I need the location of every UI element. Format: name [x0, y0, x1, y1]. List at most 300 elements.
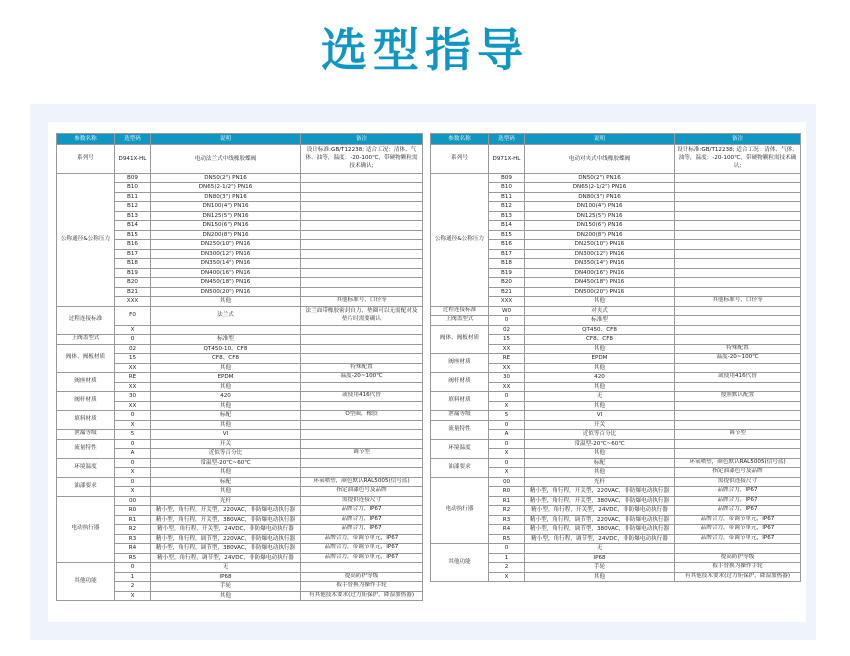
remark-cell [675, 382, 801, 392]
code-cell: B09 [489, 173, 525, 183]
code-cell: D941X-HL [115, 145, 151, 174]
code-cell: 0 [489, 420, 525, 430]
remark-cell [301, 344, 423, 354]
code-cell: 30 [115, 392, 151, 402]
remark-cell: 品牌合力，带调节单元，IP67 [675, 534, 801, 544]
description-cell: 法兰式 [151, 306, 301, 325]
description-cell: QT450、CF8 [525, 325, 675, 335]
description-cell: 精小型，角行程，开关型，220VAC，非防爆电动执行器 [151, 506, 301, 516]
description-cell: 精小型，角行程，调节型，220VAC，非防爆电动执行器 [525, 515, 675, 525]
remark-cell: 指定油漆色号及品牌 [301, 487, 423, 497]
remark-cell: 其他标准号，口径等 [301, 297, 423, 307]
description-cell: 其他 [525, 297, 675, 307]
remark-cell: 扳手替换为操作手轮 [301, 582, 423, 592]
remark-cell [301, 278, 423, 288]
description-cell: DN300(12") PN16 [525, 249, 675, 259]
remark-cell [675, 183, 801, 193]
remark-cell: 特殊配置 [301, 363, 423, 373]
remark-cell: 法兰面带橡胶密封自力，垫圈可以无需配对及垫片时需要确认 [301, 306, 423, 325]
description-cell: 常温型-20℃~60℃ [525, 439, 675, 449]
remark-cell [301, 192, 423, 202]
code-cell: XXX [489, 297, 525, 307]
code-cell: B10 [489, 183, 525, 193]
remark-cell [301, 382, 423, 392]
table-row [431, 420, 801, 430]
description-cell: DN250(10") PN16 [525, 240, 675, 250]
code-cell: RE [115, 373, 151, 383]
param-name-cell: 上阀盖型式 [431, 316, 489, 326]
code-cell: XX [115, 401, 151, 411]
description-cell: 其他 [525, 401, 675, 411]
table-row [431, 439, 801, 449]
table-row [431, 145, 801, 174]
description-cell: 精小型，角行程，调节型，380VAC，非防爆电动执行器 [525, 525, 675, 535]
code-cell: B19 [115, 268, 151, 278]
remark-cell: 品牌合力，IP67 [301, 515, 423, 525]
remark-cell: 扳手替换为操作手轮 [675, 563, 801, 573]
description-cell: DN500(20") PN16 [525, 287, 675, 297]
code-cell: B12 [489, 202, 525, 212]
remark-cell [301, 401, 423, 411]
spec-table-left [56, 133, 423, 601]
description-cell: 其他 [151, 401, 301, 411]
remark-cell [301, 240, 423, 250]
column-header: 选型码 [489, 134, 525, 145]
remark-cell [675, 449, 801, 459]
remark-cell: 品牌合力，带调节单元，IP67 [675, 515, 801, 525]
description-cell: 其他 [151, 420, 301, 430]
code-cell: 30 [489, 373, 525, 383]
code-cell: XX [489, 363, 525, 373]
remark-cell [675, 230, 801, 240]
table-row [57, 173, 423, 183]
description-cell: EPDM [525, 354, 675, 364]
description-cell: IP68 [525, 553, 675, 563]
description-cell: CF8、CF8 [151, 354, 301, 364]
param-name-cell: 上阀盖型式 [57, 335, 115, 345]
code-cell: R5 [115, 553, 151, 563]
code-cell: 2 [115, 582, 151, 592]
code-cell: B15 [489, 230, 525, 240]
remark-cell: 调节型 [675, 430, 801, 440]
code-cell: B18 [115, 259, 151, 269]
code-cell: R0 [115, 506, 151, 516]
code-cell: R3 [115, 534, 151, 544]
remark-cell [675, 259, 801, 269]
remark-cell [675, 420, 801, 430]
description-cell: DN150(6") PN16 [151, 221, 301, 231]
param-name-cell: 泄漏等级 [431, 411, 489, 421]
code-cell: B16 [489, 240, 525, 250]
code-cell: B19 [489, 268, 525, 278]
description-cell: DN400(16") PN16 [151, 268, 301, 278]
code-cell: B20 [489, 278, 525, 288]
remark-cell: 品牌合力，IP67 [675, 506, 801, 516]
remark-cell: 品牌合力，IP67 [675, 487, 801, 497]
table-row [57, 430, 423, 440]
remark-cell: 品牌合力，IP67 [301, 506, 423, 516]
table-row [57, 344, 423, 354]
description-cell: 精小型，角行程，调节型，220VAC，非防爆电动执行器 [151, 534, 301, 544]
spec-table-right [430, 133, 801, 582]
remark-cell: 特殊配置 [675, 344, 801, 354]
code-cell: B16 [115, 240, 151, 250]
description-cell: 精小型，角行程，开关型，380VAC，非防爆电动执行器 [151, 515, 301, 525]
code-cell: R4 [489, 525, 525, 535]
remark-cell: 需提供连接尺寸 [675, 477, 801, 487]
description-cell: 其他 [151, 487, 301, 497]
remark-cell [301, 183, 423, 193]
param-name-cell: 阀体、阀板材质 [431, 325, 489, 354]
table-row [57, 392, 423, 402]
description-cell: IP68 [151, 572, 301, 582]
remark-cell [675, 325, 801, 335]
description-cell: DN350(14") PN16 [151, 259, 301, 269]
param-name-cell: 填料材质 [57, 411, 115, 430]
table-row [431, 411, 801, 421]
remark-cell [301, 211, 423, 221]
param-name-cell: 环境温度 [57, 458, 115, 477]
remark-cell [675, 249, 801, 259]
description-cell: VI [151, 430, 301, 440]
code-cell: X [115, 487, 151, 497]
remark-cell [675, 544, 801, 554]
column-header: 说明 [151, 134, 301, 145]
code-cell: R4 [115, 544, 151, 554]
description-cell: 其他 [525, 572, 675, 582]
remark-cell: 品牌合力，IP67 [301, 525, 423, 535]
code-cell: RE [489, 354, 525, 364]
description-cell: 420 [151, 392, 301, 402]
description-cell: 其他 [151, 468, 301, 478]
code-cell: X [489, 401, 525, 411]
table-row [57, 335, 423, 345]
param-name-cell: 阀杆材质 [431, 373, 489, 392]
param-name-cell: 环境温度 [431, 439, 489, 458]
code-cell: R1 [115, 515, 151, 525]
table-row [57, 145, 423, 174]
code-cell: XX [489, 344, 525, 354]
description-cell: 其他 [525, 363, 675, 373]
param-name-cell: 阀座材质 [57, 373, 115, 392]
remark-cell: 指定油漆色号及品牌 [675, 468, 801, 478]
description-cell: DN400(16") PN16 [525, 268, 675, 278]
remark-cell [301, 458, 423, 468]
code-cell: R1 [489, 496, 525, 506]
table-row [57, 477, 423, 487]
description-cell: QT450-10、CF8 [151, 344, 301, 354]
description-cell: DN125(5") PN16 [525, 211, 675, 221]
column-header: 备注 [301, 134, 423, 145]
code-cell: 0 [115, 411, 151, 421]
description-cell: DN80(3") PN16 [151, 192, 301, 202]
column-header: 参数名称 [57, 134, 115, 145]
table-row [431, 392, 801, 402]
description-cell: DN50(2") PN16 [151, 173, 301, 183]
remark-cell: 温度-20~100℃ [301, 373, 423, 383]
code-cell: 00 [115, 496, 151, 506]
code-cell: B10 [115, 183, 151, 193]
remark-cell [301, 563, 423, 573]
remark-cell: 需提供连接尺寸 [301, 496, 423, 506]
remark-cell: 提高防护等级 [675, 553, 801, 563]
description-cell: DN450(18") PN16 [525, 278, 675, 288]
description-cell: 其他 [525, 449, 675, 459]
description-cell: 电动法兰式中线橡胶蝶阀 [151, 145, 301, 174]
description-cell: 420 [525, 373, 675, 383]
remark-cell: O型圈，橡胶 [301, 411, 423, 421]
code-cell: X [115, 325, 151, 335]
code-cell: 5 [115, 430, 151, 440]
description-cell: 无 [525, 544, 675, 554]
description-cell: DN200(8") PN16 [525, 230, 675, 240]
remark-cell [675, 439, 801, 449]
remark-cell: 调节型 [301, 449, 423, 459]
code-cell: B13 [489, 211, 525, 221]
remark-cell [675, 240, 801, 250]
remark-cell [675, 363, 801, 373]
param-name-cell: 过程连接标准 [57, 306, 115, 335]
remark-cell [675, 411, 801, 421]
remark-cell: 或使用416代替 [301, 392, 423, 402]
remark-cell: 有其他技术要求(过力矩保护，降湿加热器) [675, 572, 801, 582]
remark-cell [301, 468, 423, 478]
description-cell: 精小型，角行程，开关型，220VAC，非防爆电动执行器 [525, 487, 675, 497]
table-row [431, 354, 801, 364]
description-cell: 光杆 [151, 496, 301, 506]
code-cell: D971X-HL [489, 145, 525, 174]
table-row [57, 306, 423, 325]
code-cell: B17 [115, 249, 151, 259]
description-cell: 常温型-20℃~60℃ [151, 458, 301, 468]
param-name-cell: 流量特性 [431, 420, 489, 439]
table-row [431, 458, 801, 468]
header-row [57, 134, 423, 145]
code-cell: XXX [115, 297, 151, 307]
description-cell: 手轮 [525, 563, 675, 573]
param-name-cell: 系列号 [431, 145, 489, 174]
description-cell: 标准型 [151, 335, 301, 345]
code-cell: 15 [115, 354, 151, 364]
code-cell: 0 [115, 335, 151, 345]
remark-cell: 品牌合力，IP67 [675, 496, 801, 506]
code-cell: 0 [115, 439, 151, 449]
table-row [431, 373, 801, 383]
code-cell: 1 [115, 572, 151, 582]
remark-cell: 品牌合力，带调节单元，IP67 [675, 525, 801, 535]
remark-cell [675, 335, 801, 345]
table-row [57, 411, 423, 421]
code-cell: 5 [489, 411, 525, 421]
code-cell: 2 [489, 563, 525, 573]
code-cell: X [115, 468, 151, 478]
description-cell: 精小型，角行程，调节型，24VDC，非防爆电动执行器 [151, 553, 301, 563]
table-row [57, 439, 423, 449]
remark-cell [675, 278, 801, 288]
code-cell: R2 [489, 506, 525, 516]
remark-cell [675, 306, 801, 316]
description-cell: 对夹式 [525, 306, 675, 316]
code-cell: 02 [489, 325, 525, 335]
code-cell: XX [115, 363, 151, 373]
code-cell: 0 [489, 439, 525, 449]
code-cell: 0 [115, 458, 151, 468]
code-cell: B11 [115, 192, 151, 202]
table-row [431, 173, 801, 183]
remark-cell [675, 173, 801, 183]
description-cell: DN65(2-1/2") PN16 [151, 183, 301, 193]
param-name-cell: 电动执行器 [431, 477, 489, 544]
code-cell: W0 [489, 306, 525, 316]
column-header: 说明 [525, 134, 675, 145]
remark-cell: 品牌合力，带调节单元，IP67 [301, 534, 423, 544]
column-header: 备注 [675, 134, 801, 145]
remark-cell [675, 316, 801, 326]
code-cell: R3 [489, 515, 525, 525]
remark-cell [301, 268, 423, 278]
description-cell: DN500(20") PN16 [151, 287, 301, 297]
param-name-cell: 电动执行器 [57, 496, 115, 563]
code-cell: 02 [115, 344, 151, 354]
description-cell: 精小型，角行程，开关型，24VDC，非防爆电动执行器 [151, 525, 301, 535]
remark-cell [301, 259, 423, 269]
description-cell: VI [525, 411, 675, 421]
code-cell: X [489, 468, 525, 478]
param-name-cell: 阀座材质 [431, 354, 489, 373]
remark-cell: 或使用416代替 [675, 373, 801, 383]
code-cell: 0 [489, 316, 525, 326]
header-row [431, 134, 801, 145]
remark-cell [301, 173, 423, 183]
code-cell: B21 [489, 287, 525, 297]
description-cell: DN125(5") PN16 [151, 211, 301, 221]
description-cell: 无 [151, 563, 301, 573]
description-cell: 其他 [525, 382, 675, 392]
code-cell: R2 [115, 525, 151, 535]
description-cell: DN80(3") PN16 [525, 192, 675, 202]
remark-cell: 环氧喷塑，颜色默认RAL5005(信号蓝) [675, 458, 801, 468]
column-header: 选型码 [115, 134, 151, 145]
code-cell: 0 [115, 563, 151, 573]
description-cell: 标配 [151, 411, 301, 421]
code-cell: B13 [115, 211, 151, 221]
remark-cell [675, 268, 801, 278]
description-cell: 精小型，角行程，调节型，380VAC，非防爆电动执行器 [151, 544, 301, 554]
code-cell: A [115, 449, 151, 459]
remark-cell: 环氧喷塑，颜色默认RAL5005(信号蓝) [301, 477, 423, 487]
column-header: 参数名称 [431, 134, 489, 145]
description-cell: 近似等百分比 [525, 430, 675, 440]
code-cell: R0 [489, 487, 525, 497]
table-row [57, 458, 423, 468]
code-cell: 1 [489, 553, 525, 563]
remark-cell [301, 439, 423, 449]
remark-cell [301, 221, 423, 231]
remark-cell [675, 287, 801, 297]
remark-cell [675, 401, 801, 411]
description-cell: DN250(10") PN16 [151, 240, 301, 250]
remark-cell [301, 430, 423, 440]
remark-cell: 提高防护等级 [301, 572, 423, 582]
code-cell: 00 [489, 477, 525, 487]
description-cell: 标配 [151, 477, 301, 487]
code-cell: 0 [115, 477, 151, 487]
remark-cell: 品牌合力，带调节单元，IP67 [301, 544, 423, 554]
table-row [57, 496, 423, 506]
remark-cell [301, 354, 423, 364]
table-row [431, 325, 801, 335]
code-cell: B12 [115, 202, 151, 212]
description-cell: 手轮 [151, 582, 301, 592]
code-cell: R5 [489, 534, 525, 544]
remark-cell: 品牌合力，带调节单元，IP67 [301, 553, 423, 563]
param-name-cell: 油漆要求 [431, 458, 489, 477]
table-row [431, 306, 801, 316]
remark-cell: 温度-20~100℃ [675, 354, 801, 364]
remark-cell: 设计标准:GB/T12238; 适合工况：清体、气体、油等，温度：-20-100℃，带硬物颗粒需技术确认; [675, 145, 801, 174]
description-cell: DN300(12") PN16 [151, 249, 301, 259]
description-cell: DN65(2-1/2") PN16 [525, 183, 675, 193]
code-cell: B20 [115, 278, 151, 288]
remark-cell [301, 230, 423, 240]
table-row [431, 477, 801, 487]
description-cell: 其他 [151, 297, 301, 307]
description-cell: 开关 [151, 439, 301, 449]
remark-cell [301, 335, 423, 345]
description-cell: DN100(4") PN16 [525, 202, 675, 212]
code-cell: 0 [489, 458, 525, 468]
description-cell: CF8、CF8 [525, 335, 675, 345]
description-cell: DN200(8") PN16 [151, 230, 301, 240]
param-name-cell: 公称通径&公称压力 [431, 173, 489, 306]
description-cell: DN150(6") PN16 [525, 221, 675, 231]
code-cell: B14 [489, 221, 525, 231]
code-cell: X [489, 449, 525, 459]
code-cell: 0 [489, 392, 525, 402]
description-cell: 标配 [525, 458, 675, 468]
remark-cell [301, 202, 423, 212]
description-cell: 其他 [525, 468, 675, 478]
code-cell: B21 [115, 287, 151, 297]
description-cell: EPDM [151, 373, 301, 383]
code-cell: B09 [115, 173, 151, 183]
remark-cell: 按照默认配置 [675, 392, 801, 402]
remark-cell: 其他标准号，口径等 [675, 297, 801, 307]
param-name-cell: 流量特性 [57, 439, 115, 458]
code-cell: X [489, 572, 525, 582]
code-cell: XX [489, 382, 525, 392]
code-cell: B18 [489, 259, 525, 269]
code-cell: 0 [489, 544, 525, 554]
param-name-cell: 过程连接标准 [431, 306, 489, 316]
code-cell: B15 [115, 230, 151, 240]
remark-cell [675, 221, 801, 231]
description-cell: 精小型，角行程，调节型，24VDC，非防爆电动执行器 [525, 534, 675, 544]
description-cell: 无 [525, 392, 675, 402]
description-cell: 其他 [151, 363, 301, 373]
description-cell: 精小型，角行程，开关型，24VDC，非防爆电动执行器 [525, 506, 675, 516]
param-name-cell: 其他功能 [57, 563, 115, 601]
code-cell: B11 [489, 192, 525, 202]
code-cell: 15 [489, 335, 525, 345]
param-name-cell: 公称通径&公称压力 [57, 173, 115, 306]
description-cell: 开关 [525, 420, 675, 430]
param-name-cell: 油漆要求 [57, 477, 115, 496]
page-title: 选型指导 [321, 23, 529, 77]
param-name-cell: 填料材质 [431, 392, 489, 411]
description-cell: 其他 [151, 382, 301, 392]
description-cell: 精小型，角行程，开关型，380VAC，非防爆电动执行器 [525, 496, 675, 506]
